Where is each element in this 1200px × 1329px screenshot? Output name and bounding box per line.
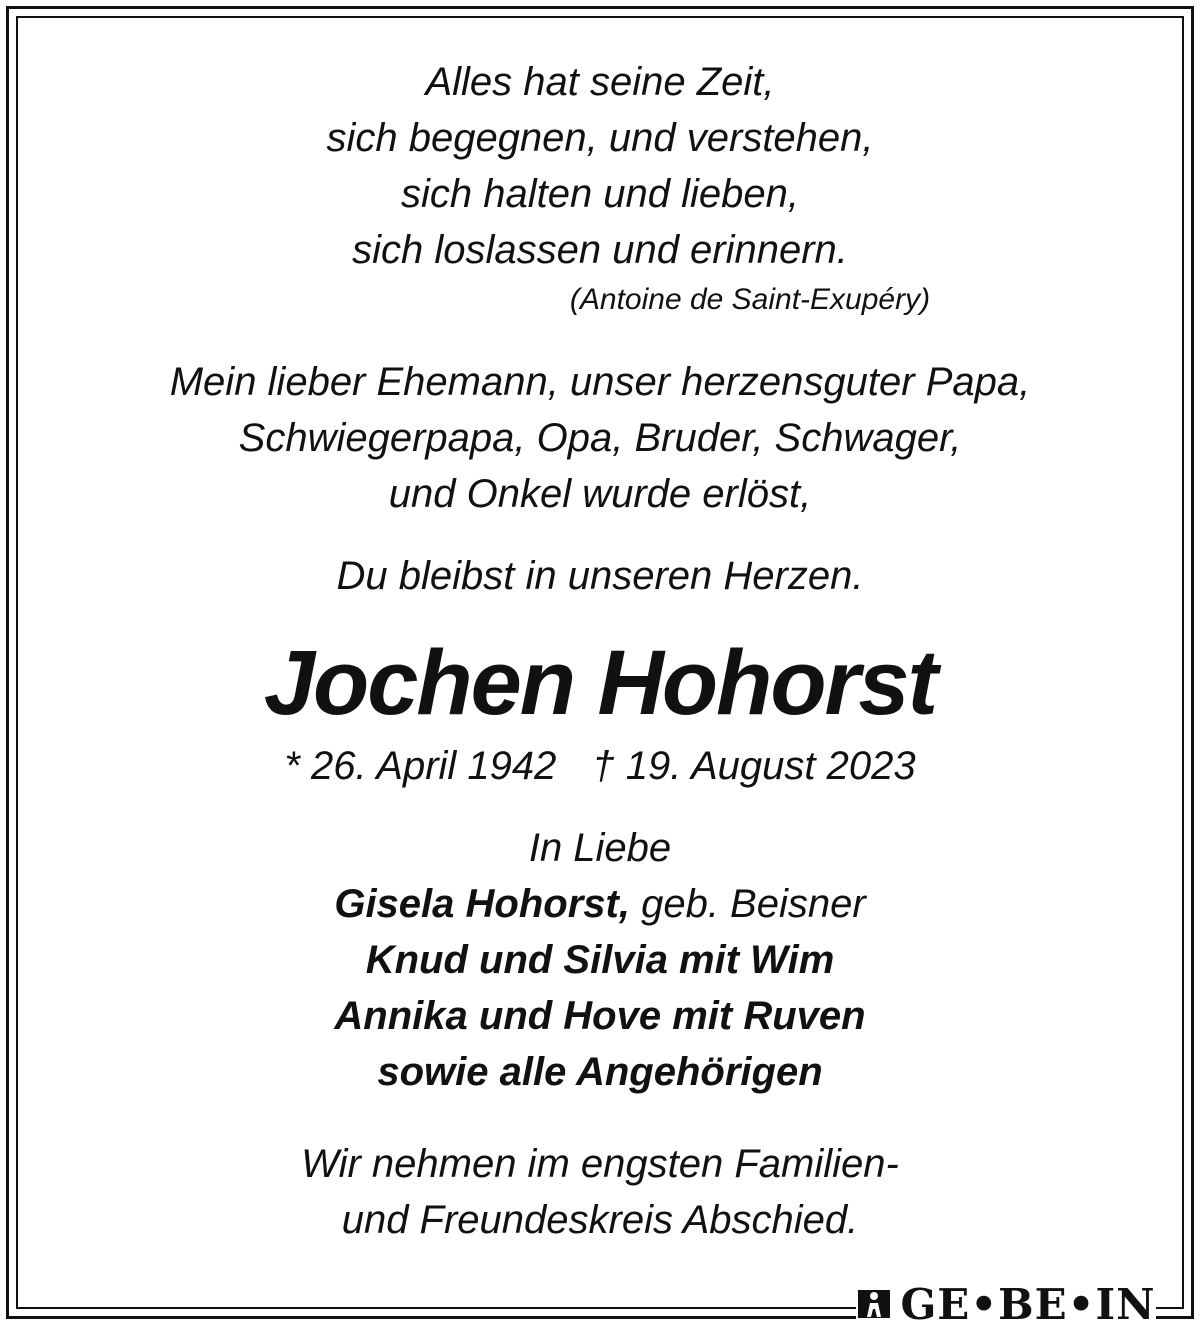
obituary-content — [40, 54, 1160, 1248]
poem-line: sich loslassen und erinnern. — [352, 228, 848, 272]
remembrance-line: Du bleibst in unseren Herzen. — [336, 554, 864, 598]
spouse-name: Gisela Hohorst, — [334, 882, 630, 926]
poem-line: sich halten und lieben, — [400, 172, 800, 216]
mourners-opening: In Liebe — [528, 826, 672, 870]
poem — [40, 54, 1160, 278]
closing-text — [40, 1136, 1160, 1248]
deceased-name: Jochen Hohorst — [263, 632, 937, 734]
spouse-line — [40, 876, 1160, 932]
birth-date: * 26. April 1942 — [284, 744, 557, 788]
intro-text — [40, 354, 1160, 522]
mourner-line: Knud und Silvia mit Wim — [365, 938, 835, 982]
intro-line: und Onkel wurde erlöst, — [388, 472, 812, 516]
mourner-line: sowie alle Angehörigen — [377, 1050, 823, 1094]
life-dates — [40, 738, 1160, 794]
intro-line: Schwiegerpapa, Opa, Bruder, Schwager, — [238, 416, 962, 460]
poem-line: Alles hat seine Zeit, — [425, 60, 775, 104]
gebein-logo — [856, 1279, 1156, 1329]
spouse-maiden-name: geb. Beisner — [641, 882, 866, 926]
figure-icon — [856, 1286, 892, 1322]
logo-text: GE•BE•IN — [900, 1279, 1156, 1329]
closing-line: und Freundeskreis Abschied. — [341, 1198, 859, 1242]
intro-line: Mein lieber Ehemann, unser herzensguter Papa, — [169, 360, 1031, 404]
closing-line: Wir nehmen im engsten Familien- — [301, 1142, 899, 1186]
poem-line: sich begegnen, und verstehen, — [326, 116, 874, 160]
death-date: † 19. August 2023 — [592, 744, 916, 788]
mourners — [40, 820, 1160, 1100]
mourner-line: Annika und Hove mit Ruven — [334, 994, 866, 1038]
poem-author: (Antoine de Saint-Exupéry) — [569, 283, 931, 316]
